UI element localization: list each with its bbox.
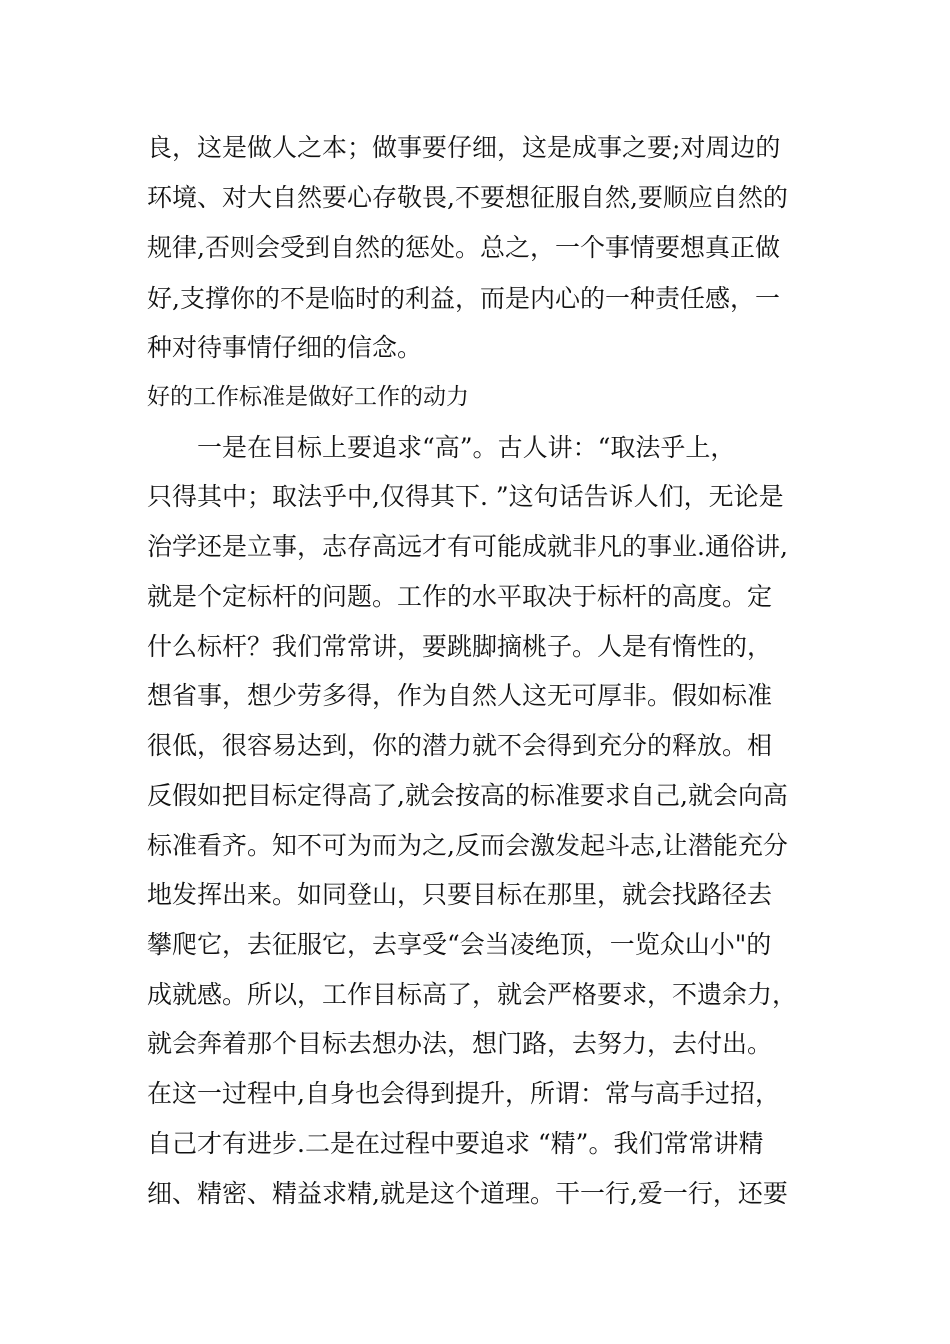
paragraph-line: 想省事，想少劳多得，作为自然人这无可厚非。假如标准: [147, 681, 773, 710]
paragraph-line: 很低，很容易达到，你的潜力就不会得到充分的释放。相: [147, 731, 773, 760]
paragraph-line: 成就感。所以，工作目标高了，就会严格要求，不遗余力，: [147, 980, 798, 1009]
paragraph-line: 自己才有进步.二是在过程中要追求 “精”。我们常常讲精: [147, 1129, 764, 1158]
paragraph-line: 什么标杆？我们常常讲，要跳脚摘桃子。人是有惰性的，: [147, 632, 773, 661]
paragraph-line: 细、精密、精益求精,就是这个道理。干一行,爱一行，还要: [147, 1179, 788, 1208]
paragraph-line: 攀爬它，去征服它，去享受“会当凌绝顶，一览众山小"的: [147, 930, 772, 959]
paragraph-line: 一是在目标上要追求“高”。古人讲：“取法乎上，: [197, 433, 736, 462]
paragraph-line: 就会奔着那个目标去想办法，想门路，去努力，去付出。: [147, 1029, 773, 1058]
paragraph-line: 标准看齐。知不可为而为之,反而会激发起斗志,让潜能充分: [147, 831, 788, 860]
paragraph-line: 好,支撑你的不是临时的利益，而是内心的一种责任感，一: [147, 284, 780, 313]
section-heading: 好的工作标准是做好工作的动力: [147, 384, 469, 410]
paragraph-line: 在这一过程中,自身也会得到提升，所谓：常与高手过招，: [147, 1079, 780, 1108]
paragraph-line: 种对待事情仔细的信念。: [147, 333, 423, 362]
paragraph-line: 治学还是立事，志存高远才有可能成就非凡的事业.通俗讲,: [147, 532, 788, 561]
paragraph-line: 规律,否则会受到自然的惩处。总之，一个事情要想真正做: [147, 233, 780, 262]
paragraph-line: 良，这是做人之本；做事要仔细，这是成事之要;对周边的: [147, 133, 781, 162]
paragraph-line: 只得其中；取法乎中,仅得其下. ”这句话告诉人们，无论是: [147, 482, 784, 511]
paragraph-line: 环境、对大自然要心存敬畏,不要想征服自然,要顺应自然的: [147, 183, 788, 212]
paragraph-line: 就是个定标杆的问题。工作的水平取决于标杆的高度。定: [147, 582, 773, 611]
paragraph-line: 地发挥出来。如同登山，只要目标在那里，就会找路径去: [147, 880, 773, 909]
paragraph-line: 反假如把目标定得高了,就会按高的标准要求自己,就会向高: [147, 781, 788, 810]
